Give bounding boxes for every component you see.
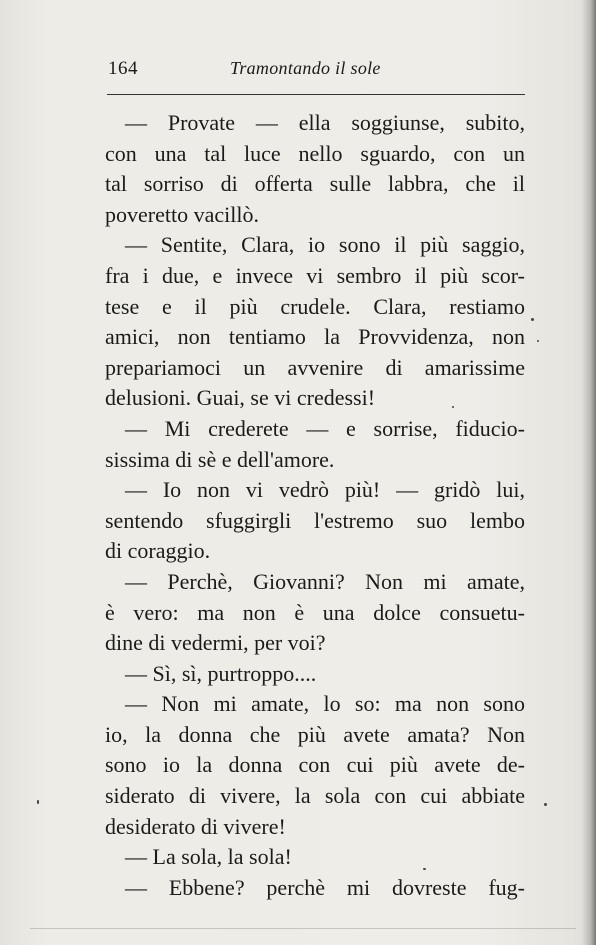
text-line: desiderato di vivere!: [105, 813, 286, 839]
text-line: — Provate — ella soggiunse, subito,: [125, 110, 525, 135]
text-line: io, la donna che più avete amata? Non: [105, 721, 525, 747]
text-line: di coraggio.: [105, 538, 211, 564]
page-header: [108, 58, 524, 88]
ink-speck: [531, 318, 534, 321]
ink-speck: [537, 340, 539, 342]
ink-speck: [544, 803, 547, 806]
ink-speck: [423, 868, 426, 870]
text-line: delusioni. Guai, se vi credessi!: [105, 385, 376, 411]
text-line: è vero: ma non è una dolce consuetu-: [105, 599, 525, 625]
text-line: — Ebbene? perchè mi dovreste fug-: [125, 874, 525, 900]
page-edge-shadow: [582, 0, 596, 945]
text-line: prepariamoci un avvenire di amarissime: [105, 354, 525, 380]
page-bottom-edge: [30, 928, 576, 929]
text-line: — Mi crederete — e sorrise, fiducio-: [125, 415, 525, 441]
text-line: tal sorriso di offerta sulle labbra, che il: [105, 171, 525, 197]
ink-speck: [37, 800, 39, 804]
ink-speck: [452, 406, 454, 408]
text-line: amici, non tentiamo la Provvidenza, non: [105, 324, 525, 350]
text-line: — Io non vi vedrò più! — gridò lui,: [125, 477, 525, 503]
text-line: — Sentite, Clara, io sono il più saggio,: [125, 232, 525, 258]
text-line: — Non mi amate, lo so: ma non sono: [125, 691, 525, 717]
header-rule: [107, 94, 525, 95]
text-line: — La sola, la sola!: [125, 844, 292, 870]
text-line: siderato di vivere, la sola con cui abbiate: [105, 783, 525, 809]
text-line: tese e il più crudele. Clara, restiamo: [105, 293, 525, 319]
text-line: — Perchè, Giovanni? Non mi amate,: [125, 568, 525, 594]
text-line: fra i due, e invece vi sembro il più scor-: [105, 262, 525, 288]
text-line: sono io la donna con cui più avete de-: [105, 752, 525, 778]
text-line: poveretto vacillò.: [105, 201, 259, 227]
page-number: 164: [108, 58, 138, 79]
text-line: sissima di sè e dell'amore.: [105, 446, 335, 472]
text-line: — Sì, sì, purtroppo....: [125, 660, 317, 686]
text-line: sentendo sfuggirgli l'estremo suo lembo: [105, 507, 525, 533]
text-line: con una tal luce nello sguardo, con un: [105, 140, 525, 166]
text-line: dine di vedermi, per voi?: [105, 630, 326, 656]
body-text: [105, 108, 525, 903]
running-title: Tramontando il sole: [230, 58, 381, 78]
